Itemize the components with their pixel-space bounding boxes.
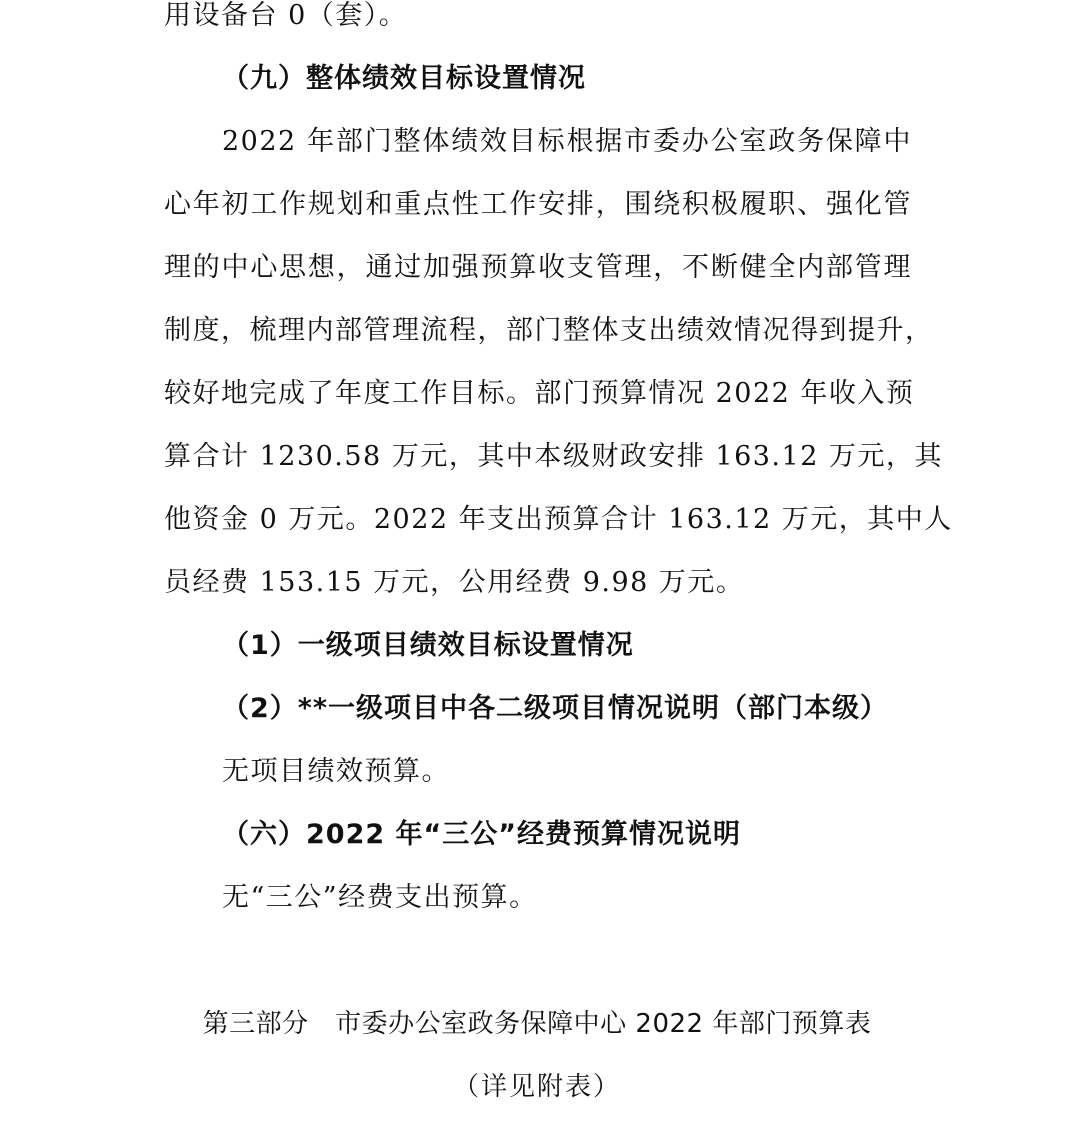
- section-heading-nine: （九）整体绩效目标设置情况: [222, 63, 586, 94]
- subheading-2: （2）**一级项目中各二级项目情况说明（部门本级）: [222, 693, 889, 724]
- paragraph-fragment: 用设备台 0（套）。: [164, 0, 408, 31]
- paragraph-line: 算合计 1230.58 万元，其中本级财政安排 163.12 万元，其: [164, 441, 943, 472]
- paragraph-line: 员经费 153.15 万元，公用经费 9.98 万元。: [164, 567, 745, 598]
- part3-title: 第三部分 市委办公室政务保障中心 2022 年部门预算表: [202, 1009, 872, 1039]
- paragraph-line: 无“三公”经费支出预算。: [222, 882, 538, 913]
- paragraph-line: 心年初工作规划和重点性工作安排，围绕积极履职、强化管: [164, 189, 912, 220]
- paragraph-line: 制度，梳理内部管理流程，部门整体支出绩效情况得到提升，: [164, 315, 934, 346]
- part3-note: （详见附表）: [452, 1072, 621, 1102]
- subheading-1: （1）一级项目绩效目标设置情况: [222, 630, 634, 661]
- paragraph-line: 无项目绩效预算。: [222, 756, 450, 787]
- paragraph-line: 2022 年部门整体绩效目标根据市委办公室政务保障中: [222, 126, 912, 157]
- paragraph-line: 他资金 0 万元。2022 年支出预算合计 163.12 万元，其中人: [164, 504, 953, 535]
- paragraph-line: 理的中心思想，通过加强预算收支管理，不断健全内部管理: [164, 252, 912, 283]
- paragraph-line: 较好地完成了年度工作目标。部门预算情况 2022 年收入预: [164, 378, 915, 409]
- section-heading-six: （六）2022 年“三公”经费预算情况说明: [222, 819, 742, 850]
